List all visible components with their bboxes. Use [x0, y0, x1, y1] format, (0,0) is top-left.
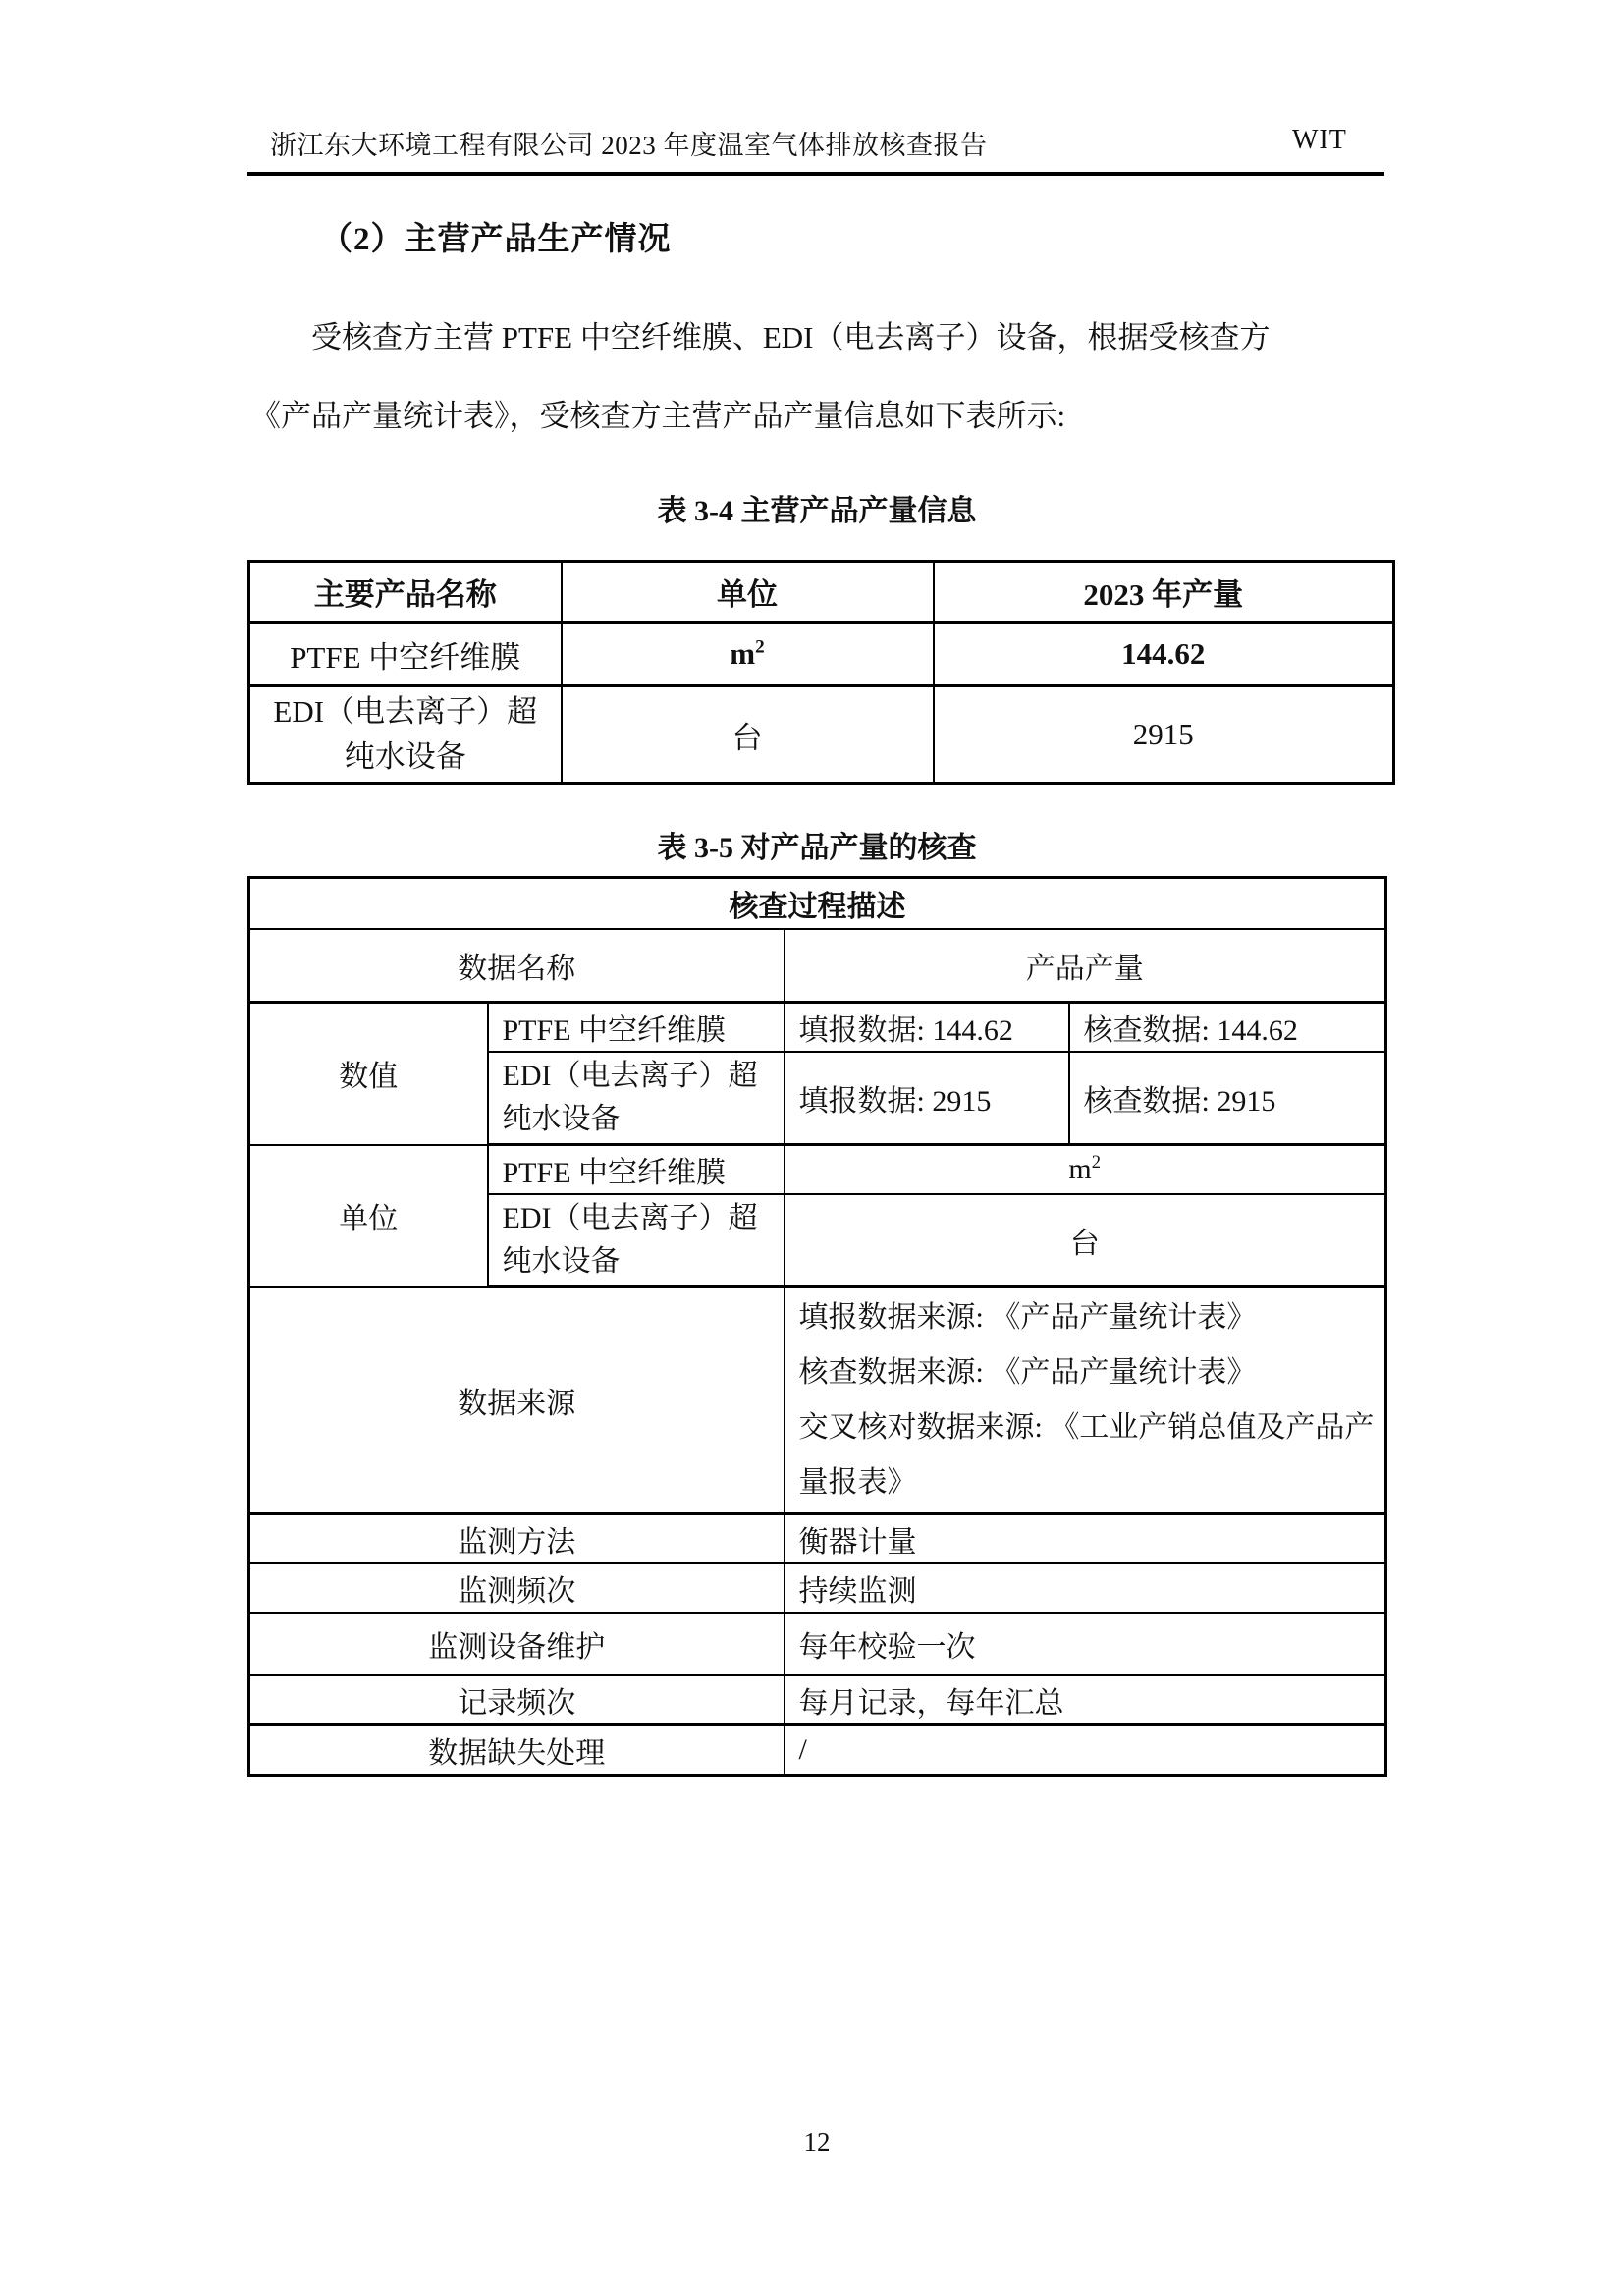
cell-missing-data-value: /	[785, 1724, 1386, 1775]
table-row	[249, 1675, 1386, 1725]
cell-data-name-value: 产品产量	[785, 929, 1386, 1003]
table-row	[249, 878, 1386, 929]
table-3-4-title: 表 3-4 主营产品产量信息	[657, 495, 977, 527]
header-title: 浙江东大环境工程有限公司 2023 年度温室气体排放核查报告	[270, 131, 988, 160]
table-row	[249, 1514, 1386, 1564]
cell-unit-edi-value: 台	[785, 1194, 1386, 1287]
table-row	[249, 1003, 1386, 1053]
source-line-reported: 填报数据来源: 《产品产量统计表》	[798, 1301, 1257, 1334]
section-heading: （2）主营产品生产情况	[320, 222, 672, 257]
col-header-output-2023: 2023 年产量	[934, 562, 1394, 623]
cell-device-maintenance-label: 监测设备维护	[249, 1613, 785, 1675]
table-row	[249, 1724, 1386, 1775]
table-row	[249, 1613, 1386, 1675]
table-row	[249, 1287, 1386, 1514]
cell-missing-data-label: 数据缺失处理	[249, 1724, 785, 1775]
unit-superscript: 2	[755, 636, 765, 658]
paragraph-line-2: 《产品产量统计表》，受核查方主营产品产量信息如下表所示:	[250, 399, 1066, 433]
table-3-4-production-info	[247, 560, 1395, 785]
table-3-5-title: 表 3-5 对产品产量的核查	[657, 832, 977, 864]
cell-unit-ptfe-value	[785, 1145, 1386, 1195]
table-row	[249, 562, 1394, 623]
cell-data-source-value	[785, 1287, 1386, 1514]
header-rule	[247, 172, 1384, 176]
cell-value-edi-verified: 核查数据: 2915	[1069, 1052, 1386, 1145]
table-row	[249, 1145, 1386, 1195]
cell-data-source-label: 数据来源	[249, 1287, 785, 1514]
cell-value-label: 数值	[249, 1003, 488, 1145]
cell-unit-ptfe-name: PTFE 中空纤维膜	[488, 1145, 785, 1195]
unit-base: m	[730, 636, 756, 671]
cell-unit-label: 单位	[249, 1145, 488, 1287]
cell-monitor-method-value: 衡器计量	[785, 1514, 1386, 1564]
cell-monitor-freq-value: 持续监测	[785, 1563, 1386, 1613]
table-row	[249, 929, 1386, 1003]
cell-monitor-freq-label: 监测频次	[249, 1563, 785, 1613]
table-3-5-verification	[247, 876, 1387, 1777]
header-logo-text: WIT	[1292, 125, 1347, 155]
cell-product-ptfe: PTFE 中空纤维膜	[249, 623, 562, 686]
col-header-product-name: 主要产品名称	[249, 562, 562, 623]
cell-output-edi: 2915	[934, 686, 1394, 784]
cell-product-edi: EDI（电去离子）超纯水设备	[249, 686, 562, 784]
source-line-cross-check: 交叉核对数据来源: 《工业产销总值及产品产量报表》	[798, 1411, 1375, 1499]
cell-monitor-method-label: 监测方法	[249, 1514, 785, 1564]
cell-record-freq-label: 记录频次	[249, 1675, 785, 1725]
cell-unit-edi-name: EDI（电去离子）超纯水设备	[488, 1194, 785, 1287]
cell-unit-m2	[562, 623, 934, 686]
cell-value-edi-reported: 填报数据: 2915	[785, 1052, 1069, 1145]
unit-base: m	[1068, 1153, 1092, 1185]
table-row	[249, 623, 1394, 686]
cell-value-ptfe-verified: 核查数据: 144.62	[1069, 1003, 1386, 1053]
cell-unit-tai: 台	[562, 686, 934, 784]
cell-value-ptfe-reported: 填报数据: 144.62	[785, 1003, 1069, 1053]
table-row	[249, 686, 1394, 784]
cell-device-maintenance-value: 每年校验一次	[785, 1613, 1386, 1675]
source-line-verified: 核查数据来源: 《产品产量统计表》	[798, 1356, 1257, 1389]
cell-output-ptfe: 144.62	[934, 623, 1394, 686]
col-header-unit: 单位	[562, 562, 934, 623]
cell-data-name-label: 数据名称	[249, 929, 785, 1003]
table-row	[249, 1563, 1386, 1613]
paragraph-line-1: 受核查方主营 PTFE 中空纤维膜、EDI（电去离子）设备，根据受核查方	[311, 320, 1271, 355]
cell-process-description: 核查过程描述	[249, 878, 1386, 929]
cell-record-freq-value: 每月记录，每年汇总	[785, 1675, 1386, 1725]
unit-superscript: 2	[1091, 1152, 1102, 1173]
cell-value-ptfe-name: PTFE 中空纤维膜	[488, 1003, 785, 1053]
cell-value-edi-name: EDI（电去离子）超纯水设备	[488, 1052, 785, 1145]
page-number: 12	[803, 2127, 831, 2157]
